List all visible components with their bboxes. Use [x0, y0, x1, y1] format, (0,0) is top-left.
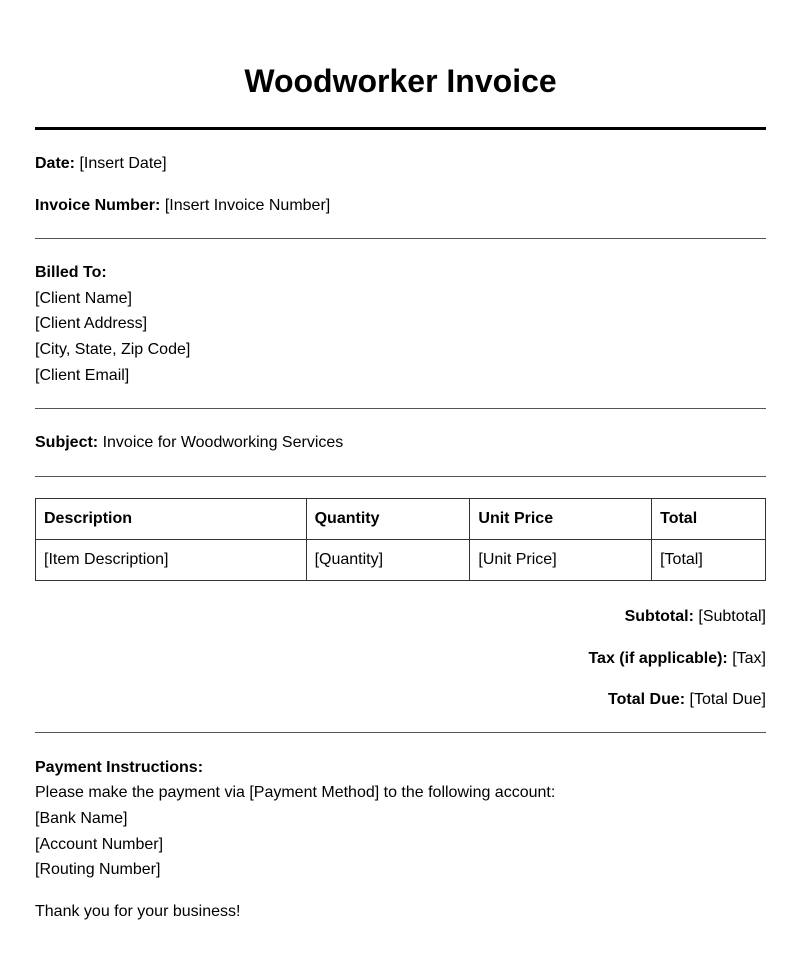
title-divider [35, 127, 766, 130]
page-title: Woodworker Invoice [244, 63, 557, 99]
header-unit-price: Unit Price [470, 499, 652, 540]
cell-quantity: [Quantity] [306, 540, 470, 581]
closing-note: Thank you for your business! [35, 903, 241, 920]
subject-label: Subject: [35, 434, 99, 451]
subtotal-line [625, 607, 766, 627]
section-divider [35, 476, 766, 477]
account-number: [Account Number] [35, 836, 164, 853]
section-divider [35, 238, 766, 239]
cell-unit-price: [Unit Price] [470, 540, 652, 581]
billed-to-label: Billed To: [35, 264, 107, 281]
header-total: Total [652, 499, 766, 540]
date-label: Date: [35, 155, 76, 172]
subject-line [35, 433, 343, 453]
subtotal-label: Subtotal: [624, 608, 694, 625]
payment-heading [35, 758, 203, 778]
table-row [36, 540, 766, 581]
section-divider [35, 408, 766, 409]
invoice-number-value: [Insert Invoice Number] [164, 197, 331, 214]
client-name: [Client Name] [35, 290, 132, 307]
total-due-value: [Total Due] [689, 691, 766, 708]
invoice-number-label: Invoice Number: [35, 197, 161, 214]
cell-description: [Item Description] [36, 540, 307, 581]
total-due-label: Total Due: [608, 691, 686, 708]
bank-name: [Bank Name] [35, 810, 128, 827]
billed-to-heading [35, 263, 107, 283]
client-address: [Client Address] [35, 315, 148, 332]
date-value: [Insert Date] [79, 155, 167, 172]
payment-label: Payment Instructions: [35, 759, 204, 776]
client-city: [City, State, Zip Code] [35, 341, 191, 358]
payment-intro: Please make the payment via [Payment Method] to the following account: [35, 784, 556, 801]
client-email: [Client Email] [35, 367, 130, 384]
date-line [35, 154, 167, 174]
tax-value: [Tax] [732, 650, 766, 667]
subject-value: Invoice for Woodworking Services [102, 434, 344, 451]
header-description: Description [36, 499, 307, 540]
total-due-line [608, 690, 766, 710]
invoice-number-line [35, 196, 330, 216]
subtotal-value: [Subtotal] [698, 608, 766, 625]
header-quantity: Quantity [306, 499, 470, 540]
tax-line [588, 649, 766, 669]
cell-total: [Total] [652, 540, 766, 581]
routing-number: [Routing Number] [35, 861, 161, 878]
section-divider [35, 732, 766, 733]
table-header-row [36, 499, 766, 540]
tax-label: Tax (if applicable): [588, 650, 728, 667]
items-table [35, 498, 766, 581]
